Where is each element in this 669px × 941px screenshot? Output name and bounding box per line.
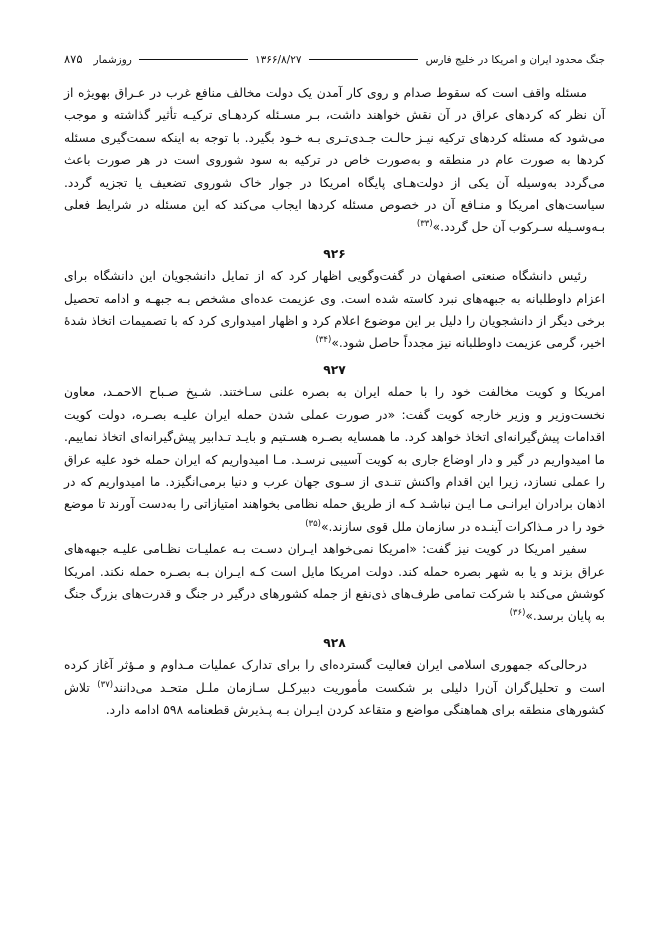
page-number: ۸۷۵ (64, 52, 83, 66)
entry-928 (64, 654, 605, 721)
header-rule (139, 59, 248, 60)
header-label-rouzshomar: روزشمار (93, 54, 132, 66)
paragraph-text: امریکا و کویت مخالفت خود را با حمله ایران به بصره علنی سـاختند. شـیخ صـباح الاحمـد، معاون نخست‌وزیر و وزیر خارجه کویت گفت: «در صورت عملی شدن حمله ایران علیـه بصـره، دولت کویت اقدامات پیش‌گیرانه‌ای اتخاذ خواهد کرد. ما همسایه بصـره هسـتیم و بایـد تـدابیر پیش‌گیرانه‌ای اتخاذ نماییم. ما امیدواریم در گیر و دار اوضاع جاری به کویت آسیبی نرسـد. مـا امیدواریم که ایران حمله خود علیه عراق را عملی نسازد، زیرا این اقدام واکنش تنـدی از سـوی جهان عرب و دنیا برمی‌انگیزد. ما امیدواریم که در اذهان برادران ایرانـی مـا ایـن نباشـد کـه از طریق حمله نظامی بخواهند امتیازاتی را به‌دست آورند تا موضع خود را در مـذاکرات آینـده در سازمان ملل قوی سازند.» (64, 385, 605, 534)
footnote-marker: (۳۳) (416, 219, 433, 230)
header-rule-2 (309, 59, 418, 60)
footnote-marker: (۳۵) (305, 518, 321, 529)
page-header (64, 52, 605, 66)
paragraph-text: مسئله واقف است که سقوط صدام و روی کار آمدن یک دولت مخالف منافع غرب در عـراق بهویژه از آن نظر که کردهای عراق در آن نقش خواهند داشت، بـر مسـئله کردهـای ترکیـه تأثیر گذاشته و موجب می‌شود که مسئله کردهای ترکیه نیـز حالـت جـدی‌تـری بـه خـود بگیرد. با توجه به اینکه سمت‌گیری مسئله کردها به صورت عام در منطقه و به‌صورت خاص در ترکیه به سود شوروی است در هر صورت باعث می‌گردد به‌وسیله آن یکی از دولت‌هـای پایگاه امریکا در جوار خاک شوروی تضعیف یا تجزیه گردد. سیاست‌های امریکا و منـافع آن در خصوص مسئله کردها ایجاب می‌کند که این مسئله در شرایط فعلی بـه‌وسـیله سـرکوب آن حل گردد.» (64, 86, 605, 235)
book-title: جنگ محدود ایران و امریکا در خلیج فارس (425, 54, 605, 66)
paragraph (64, 654, 605, 721)
paragraph (64, 265, 605, 355)
document-body (64, 82, 605, 721)
paragraph-text: رئیس دانشگاه صنعتی اصفهان در گفت‌وگویی اظهار کرد که از تمایل دانشجویان این دانشگاه برای اعزام داوطلبانه به جبهه‌های نبرد کاسته شده است. وی عزیمت عده‌ای مشخص بـه جبهـه و ادامه تحصیل برخی دیگر از دانشجویان را دلیل بر این موضوع اعلام کرد و اظهار امیدواری کرد که با تصمیمات اتخاذ شدهٔ اخیر، گرمی عزیمت داوطلبانه نیز مجدداً حاصل شود.» (64, 269, 605, 351)
footnote-marker: (۳۴) (315, 335, 332, 346)
section-continued (64, 82, 605, 239)
entry-927 (64, 381, 605, 627)
entry-number-928: ۹۲۸ (323, 635, 346, 650)
paragraph (64, 82, 605, 239)
header-date: ۱۳۶۶/۸/۲۷ (254, 54, 302, 66)
footnote-marker: (۳۷) (97, 679, 114, 690)
entry-number-927: ۹۲۷ (323, 362, 346, 377)
footnote-marker: (۳۶) (509, 608, 526, 619)
paragraph-text: سفیر امریکا در کویت نیز گفت: «امریکا نمی‌خواهد ایـران دسـت بـه عملیـات نظـامی علیـه جبهه‌های عراق بزند و یا به شهر بصره حمله کند. دولت امریکا مایل است کـه ایـران بـه بصـره حمله نکند. امریکا کوشش می‌کند با شرکت تمامی طرف‌های ذی‌نفع از جمله کشورهای درگیر در جنگ و قدرت‌های بزرگ جنگ به پایان برسد.» (64, 542, 605, 624)
entry-number-926: ۹۲۶ (323, 246, 346, 261)
paragraph-text: درحالی‌که جمهوری اسلامی ایران فعالیت گسترده‌ای را برای تدارک عملیات مـداوم و مـؤثر آغاز کرده است و تحلیل‌گران آن‌را دلیلی بر شکست مأموریت دبیرکـل سـازمان ملـل متحـد می‌دانند (64, 658, 605, 695)
paragraph (64, 538, 605, 628)
paragraph (64, 381, 605, 538)
entry-926 (64, 265, 605, 355)
paragraph-text-tail: تلاش کشورهای منطقه برای هماهنگی مواضع و متقاعد کردن ایـران بـه پـذیرش قطعنامه ۵۹۸ ادامه دارد. (64, 680, 605, 717)
header-center-group (91, 54, 418, 66)
